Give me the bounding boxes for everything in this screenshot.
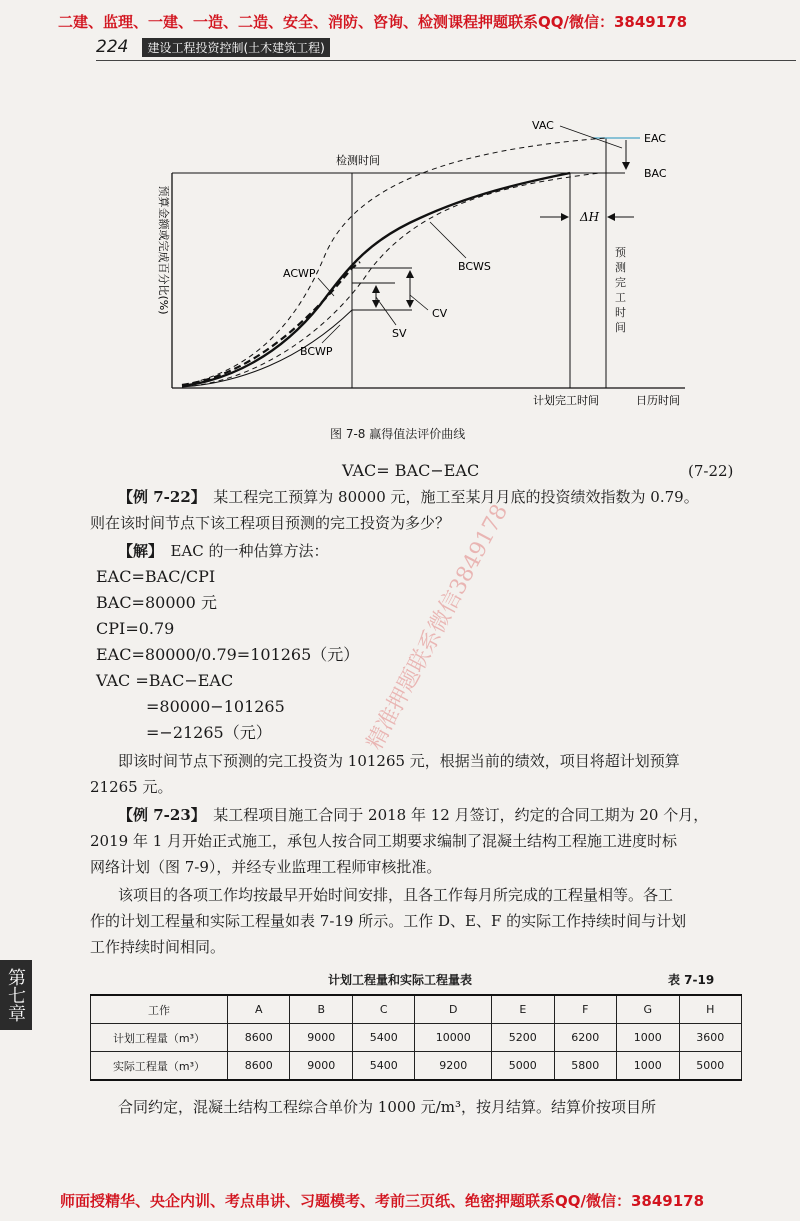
step-4: EAC=80000/0.79=101265（元） bbox=[96, 645, 360, 664]
step-1: EAC=BAC/CPI bbox=[96, 567, 216, 586]
y-axis-label: 预算金额或完成百分比(%) bbox=[157, 185, 170, 315]
quantity-table bbox=[90, 994, 742, 1081]
vac-label: VAC bbox=[532, 119, 554, 132]
planned-completion-label: 计划完工时间 bbox=[533, 394, 599, 407]
example-22-line2: 则在该时间节点下该工程项目预测的完工投资为多少？ bbox=[90, 514, 451, 532]
table-title: 计划工程量和实际工程量表 bbox=[328, 973, 473, 987]
bcws-curve bbox=[182, 173, 570, 386]
watermark: 精准押题联系微信3849178 bbox=[362, 500, 514, 755]
table-header-cell: E bbox=[492, 995, 554, 1024]
example-23-tag: 【例 7-23】 bbox=[118, 806, 199, 824]
formula-7-22: VAC= BAC−EAC bbox=[342, 461, 480, 480]
table-cell: 8600 bbox=[228, 1024, 290, 1052]
delta-h-label: ΔH bbox=[580, 210, 600, 224]
promo-banner-top: 二建、监理、一建、一造、二造、安全、消防、咨询、检测课程押题联系QQ/微信：3849178 bbox=[58, 13, 688, 31]
table-header-cell: F bbox=[554, 995, 616, 1024]
step-5: VAC =BAC−EAC bbox=[96, 671, 234, 690]
cv-label: CV bbox=[432, 307, 448, 320]
table-header-cell: 工作 bbox=[91, 995, 228, 1024]
eac-label: EAC bbox=[644, 132, 666, 145]
chapter-tab: 第七章 bbox=[0, 960, 32, 1030]
table-cell: 实际工程量（m³） bbox=[91, 1052, 228, 1081]
running-header bbox=[96, 37, 330, 57]
check-time-label: 检测时间 bbox=[336, 154, 380, 167]
example-22-text: 某工程完工预算为 80000 元，施工至某月月底的投资绩效指数为 0.79。 bbox=[198, 488, 699, 506]
table-header-cell: A bbox=[228, 995, 290, 1024]
table-cell: 1000 bbox=[617, 1024, 679, 1052]
table-cell: 1000 bbox=[617, 1052, 679, 1081]
example-23-line3: 网络计划（图 7-9），并经专业监理工程师审核批准。 bbox=[90, 858, 442, 876]
last-paragraph: 合同约定，混凝土结构工程综合单价为 1000 元/m³，按月结算。结算价按项目所 bbox=[118, 1098, 657, 1116]
example-23-text: 某工程项目施工合同于 2018 年 12 月签订，约定的合同工期为 20 个月， bbox=[198, 806, 709, 824]
table-cell: 9000 bbox=[290, 1052, 352, 1081]
bcws-label: BCWS bbox=[458, 260, 491, 273]
table-header-cell: B bbox=[290, 995, 352, 1024]
table-cell: 5000 bbox=[679, 1052, 742, 1081]
step-6: =80000−101265 bbox=[146, 697, 285, 716]
table-cell: 9200 bbox=[415, 1052, 492, 1081]
table-cell: 3600 bbox=[679, 1024, 742, 1052]
table-row bbox=[91, 1024, 742, 1052]
table-header-cell: H bbox=[679, 995, 742, 1024]
table-cell: 计划工程量（m³） bbox=[91, 1024, 228, 1052]
bcwp-leader bbox=[322, 325, 340, 343]
solution-intro: EAC 的一种估算方法： bbox=[155, 542, 329, 560]
table-cell: 9000 bbox=[290, 1024, 352, 1052]
table-row bbox=[91, 1052, 742, 1081]
sv-label: SV bbox=[392, 327, 407, 340]
table-number: 表 7-19 bbox=[668, 973, 715, 987]
lower-envelope-curve bbox=[192, 173, 600, 386]
formula-number: (7-22) bbox=[688, 462, 734, 480]
example-22-tag: 【例 7-22】 bbox=[118, 488, 199, 506]
table-cell: 6200 bbox=[554, 1024, 616, 1052]
step-3: CPI=0.79 bbox=[96, 619, 175, 638]
conclusion-line2: 21265 元。 bbox=[90, 778, 173, 796]
bcws-leader bbox=[430, 222, 466, 258]
table-cell: 5800 bbox=[554, 1052, 616, 1081]
acwp-leader bbox=[318, 278, 334, 296]
table-cell: 8600 bbox=[228, 1052, 290, 1081]
conclusion-line1: 即该时间节点下预测的完工投资为 101265 元，根据当前的绩效，项目将超计划预算 bbox=[118, 752, 680, 770]
step-2: BAC=80000 元 bbox=[96, 593, 217, 612]
upper-envelope-curve bbox=[192, 138, 606, 383]
forecast-completion-label: 预测完工时间 bbox=[615, 246, 626, 334]
table-cell: 10000 bbox=[415, 1024, 492, 1052]
acwp-curve bbox=[182, 262, 360, 385]
bac-label: BAC bbox=[644, 167, 667, 180]
table-header-cell: D bbox=[415, 995, 492, 1024]
work-para-line3: 工作持续时间相同。 bbox=[90, 938, 226, 956]
step-7: =−21265（元） bbox=[146, 723, 272, 742]
example-22-line1 bbox=[118, 484, 699, 510]
table-cell: 5400 bbox=[352, 1024, 414, 1052]
header-rule bbox=[96, 60, 796, 61]
work-para-line2: 作的计划工程量和实际工程量如表 7-19 所示。工作 D、E、F 的实际工作持续时间与计划 bbox=[90, 912, 687, 930]
book-title: 建设工程投资控制(土木建筑工程) bbox=[142, 38, 329, 57]
page-number: 224 bbox=[96, 37, 129, 57]
vac-leader bbox=[560, 126, 622, 148]
promo-banner-bottom: 师面授精华、央企内训、考点串讲、习题模考、考前三页纸、绝密押题联系QQ/微信：3849178 bbox=[60, 1192, 705, 1210]
calendar-time-label: 日历时间 bbox=[636, 394, 680, 407]
cv-leader bbox=[410, 295, 428, 310]
table-cell: 5400 bbox=[352, 1052, 414, 1081]
example-23-line2: 2019 年 1 月开始正式施工，承包人按合同工期要求编制了混凝土结构工程施工进度时标 bbox=[90, 832, 678, 850]
figure-caption: 图 7-8 赢得值法评价曲线 bbox=[330, 427, 466, 441]
sv-leader bbox=[376, 297, 396, 325]
table-header-cell: C bbox=[352, 995, 414, 1024]
bcwp-label: BCWP bbox=[300, 345, 333, 358]
table-cell: 5200 bbox=[492, 1024, 554, 1052]
table-header-cell: G bbox=[617, 995, 679, 1024]
table-header-row bbox=[91, 995, 742, 1024]
solution-line bbox=[118, 538, 329, 564]
example-23-line1 bbox=[118, 802, 708, 828]
acwp-label: ACWP bbox=[283, 267, 316, 280]
solution-tag: 【解】 bbox=[118, 542, 156, 560]
work-para-line1: 该项目的各项工作均按最早开始时间安排，且各工作每月所完成的工程量相等。各工 bbox=[118, 886, 674, 904]
table-cell: 5000 bbox=[492, 1052, 554, 1081]
